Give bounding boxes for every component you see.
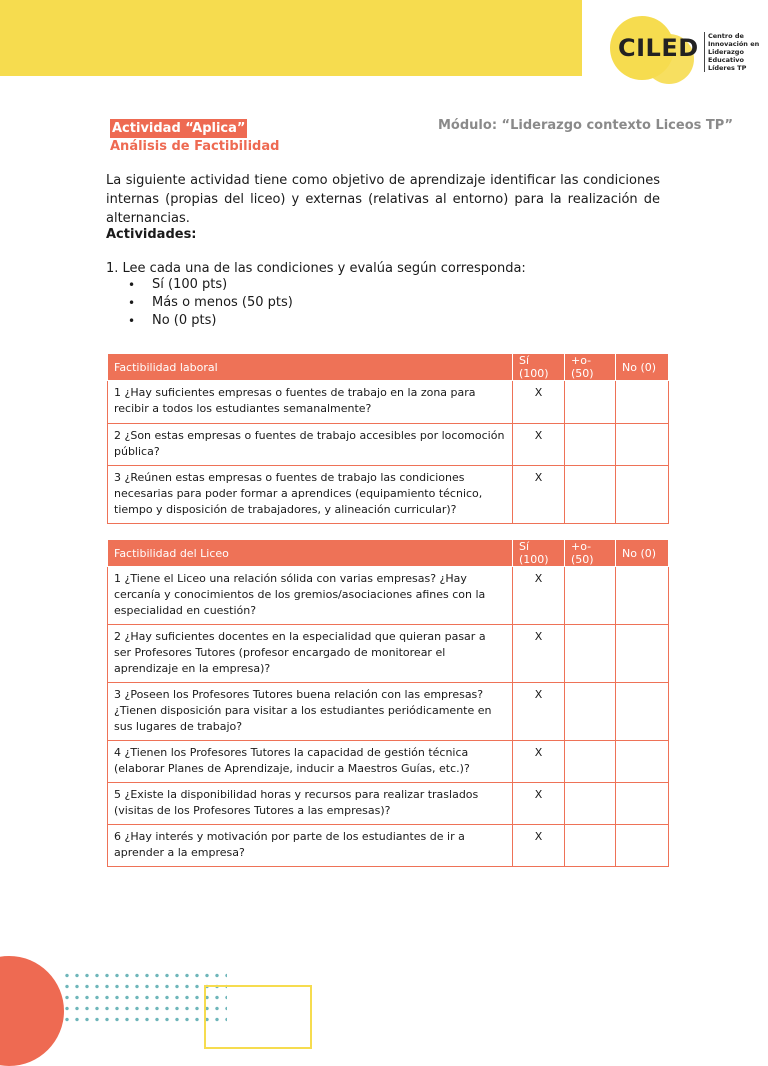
logo-text: CILED [618,34,699,62]
score-cell-no[interactable] [616,567,669,625]
score-cell-mas-menos[interactable] [565,741,616,783]
column-header: +o- (50) [565,540,616,567]
score-cell-si[interactable]: X [513,783,565,825]
score-cell-mas-menos[interactable] [565,424,616,466]
intro-paragraph: La siguiente actividad tiene como objetivo de aprendizaje identificar las condiciones internas (propias del liceo) y externas (relativas al entorno) para la realización de alternancias. [106,173,660,226]
column-header: No (0) [616,540,669,567]
column-header: Factibilidad del Liceo [108,540,513,567]
condition-cell: 3 ¿Poseen los Profesores Tutores buena relación con las empresas? ¿Tienen disposición para visitar a los estudiantes periódicamente en sus lugares de trabajo? [108,683,513,741]
score-cell-no[interactable] [616,424,669,466]
score-cell-si[interactable]: X [513,683,565,741]
score-cell-mas-menos[interactable] [565,783,616,825]
score-cell-mas-menos[interactable] [565,567,616,625]
option-item: • Sí (100 pts) [128,276,293,294]
column-header: Factibilidad laboral [108,354,513,381]
options-list [128,276,293,330]
table-header-row [108,540,669,567]
ciled-logo [604,14,764,98]
score-cell-no[interactable] [616,381,669,424]
activity-title: Actividad “Aplica” [112,121,246,136]
instruction-text: 1. Lee cada una de las condiciones y evalúa según corresponda: [106,261,526,276]
score-cell-si[interactable]: X [513,424,565,466]
condition-cell: 5 ¿Existe la disponibilidad horas y recursos para realizar traslados (visitas de los Profesores Tutores a las empresas)? [108,783,513,825]
column-header: Sí (100) [513,354,565,381]
activity-subtitle: Análisis de Factibilidad [110,139,280,154]
activities-label: Actividades: [106,227,197,242]
score-cell-si[interactable]: X [513,741,565,783]
table-row [108,783,669,825]
condition-cell: 6 ¿Hay interés y motivación por parte de los estudiantes de ir a aprender a la empresa? [108,825,513,867]
module-label: Módulo: “Liderazgo contexto Liceos TP” [438,118,734,133]
table-row [108,567,669,625]
score-cell-no[interactable] [616,741,669,783]
option-item: • Más o menos (50 pts) [128,294,293,312]
score-cell-mas-menos[interactable] [565,381,616,424]
score-cell-mas-menos[interactable] [565,683,616,741]
column-header: Sí (100) [513,540,565,567]
condition-cell: 2 ¿Son estas empresas o fuentes de trabajo accesibles por locomoción pública? [108,424,513,466]
table-row [108,683,669,741]
header-band [0,0,582,76]
table-row [108,825,669,867]
table-row [108,625,669,683]
column-header: +o- (50) [565,354,616,381]
logo-divider [704,32,705,72]
activity-heading [110,117,279,156]
table-row [108,466,669,524]
option-item: • No (0 pts) [128,312,293,330]
table-row [108,741,669,783]
score-cell-no[interactable] [616,825,669,867]
score-cell-mas-menos[interactable] [565,466,616,524]
score-cell-si[interactable]: X [513,825,565,867]
condition-cell: 3 ¿Reúnen estas empresas o fuentes de trabajo las condiciones necesarias para poder formar a aprendices (equipamiento técnico, tiempo y disposición de trabajadores, y alineación curricular)? [108,466,513,524]
table-factibilidad-laboral [107,353,669,524]
condition-cell: 1 ¿Hay suficientes empresas o fuentes de trabajo en la zona para recibir a todos los estudiantes semanalmente? [108,381,513,424]
score-cell-no[interactable] [616,625,669,683]
table-row [108,424,669,466]
score-cell-no[interactable] [616,683,669,741]
score-cell-no[interactable] [616,466,669,524]
decorative-frame [204,985,312,1049]
condition-cell: 2 ¿Hay suficientes docentes en la especialidad que quieran pasar a ser Profesores Tutores (profesor encargado de monitorear el aprendizaje en la empresa)? [108,625,513,683]
decorative-circle [0,956,64,1066]
table-factibilidad-liceo [107,539,669,867]
score-cell-si[interactable]: X [513,625,565,683]
table-header-row [108,354,669,381]
score-cell-mas-menos[interactable] [565,825,616,867]
condition-cell: 1 ¿Tiene el Liceo una relación sólida con varias empresas? ¿Hay cercanía y conocimientos de los gremios/asociaciones afines con la especialidad en cuestión? [108,567,513,625]
score-cell-no[interactable] [616,783,669,825]
table-row [108,381,669,424]
condition-cell: 4 ¿Tienen los Profesores Tutores la capacidad de gestión técnica (elaborar Planes de Aprendizaje, inducir a Maestros Guías, etc.)? [108,741,513,783]
score-cell-si[interactable]: X [513,567,565,625]
column-header: No (0) [616,354,669,381]
logo-subtitle: Centro de Innovación en Liderazgo Educativo Líderes TP [708,32,760,72]
score-cell-si[interactable]: X [513,381,565,424]
decorative-dot-grid [62,970,227,1024]
score-cell-mas-menos[interactable] [565,625,616,683]
score-cell-si[interactable]: X [513,466,565,524]
